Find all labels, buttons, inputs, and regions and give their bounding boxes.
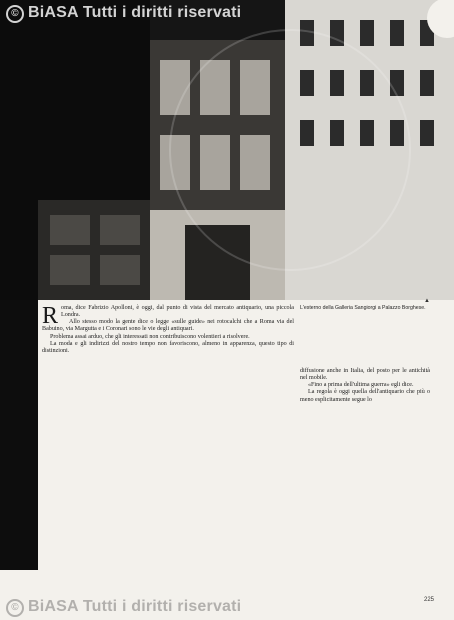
watermark-bottom (6, 598, 241, 617)
article-paragraph-text: oma, dice Fabrizio Apolloni, è oggi, dal punto di vista del mercato antiquario, una piccola Londra. (61, 305, 294, 319)
article-paragraph: «Fino a prima dell'ultima guerra» egli dice. (308, 382, 414, 389)
photo-caption: L'esterno della Galleria Sangiorgi a Palazzo Borghese. (300, 305, 426, 311)
caption-marker: ▲ (424, 298, 430, 304)
facade-illustration (0, 0, 454, 300)
article-paragraph: La regola è oggi quella dell'antiquario che più o meno esplicitamente segue lo (300, 389, 430, 403)
copyright-icon: © (6, 5, 24, 23)
article-paragraph: La moda e gli indirizzi del nostro tempo non favoriscono, almeno in apparenza, questo tipo di distinzioni. (42, 340, 294, 354)
article-column-right (300, 368, 430, 404)
page-number: 225 (423, 597, 434, 603)
article-paragraph: Allo stesso modo la gente dice o legge «sulle guide» nei rotocalchi che a Roma via del Babuino, via Margutta e i Coronari sono le vie degli antiquari. (42, 319, 294, 333)
copyright-icon: © (6, 599, 24, 617)
article-paragraph: Problema assai arduo, che gli interessati non contribuiscono volentieri a risolvere. (50, 333, 250, 340)
watermark-top (6, 4, 241, 23)
article-paragraph: diffusione anche in Italia, del posto per le antichità nel mobile. (300, 368, 430, 382)
building-facade-photo (0, 0, 454, 300)
watermark-top-text: BiASA Tutti i diritti riservati (28, 4, 242, 21)
article-column-left (42, 305, 294, 355)
dropcap: R (42, 303, 59, 329)
watermark-bottom-text: BiASA Tutti i diritti riservati (28, 598, 242, 615)
left-black-band (0, 300, 38, 570)
